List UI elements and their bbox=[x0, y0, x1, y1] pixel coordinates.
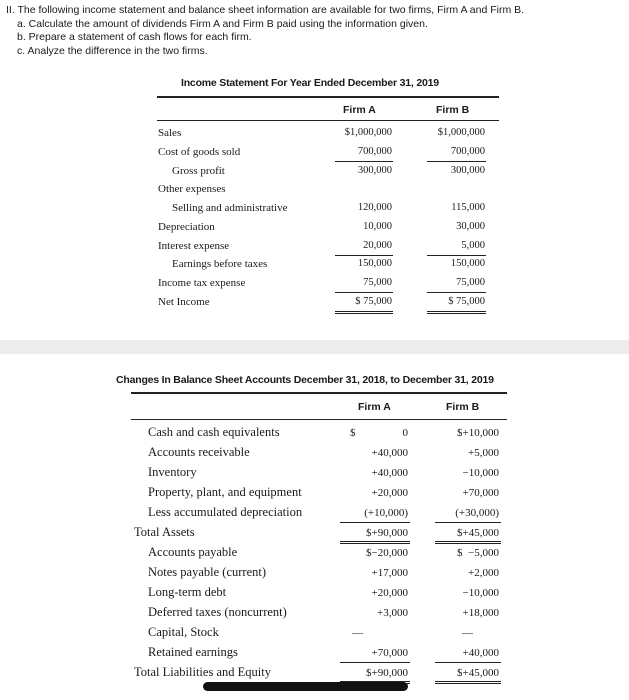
bs-b-capital: — bbox=[462, 627, 473, 639]
income-col-firm-b: Firm B bbox=[436, 104, 470, 116]
bs-label-deferred: Deferred taxes (noncurrent) bbox=[148, 605, 287, 619]
is-a-double-rule bbox=[335, 311, 393, 314]
is-b-gross-profit: 300,000 bbox=[450, 165, 485, 176]
is-label-depreciation: Depreciation bbox=[158, 221, 215, 233]
bs-a-payable: $−20,000 bbox=[366, 547, 408, 559]
balance-top-rule bbox=[131, 392, 507, 394]
bs-a-receivable: +40,000 bbox=[371, 447, 408, 459]
is-b-rule-1 bbox=[427, 161, 486, 162]
is-a-cogs: 700,000 bbox=[357, 146, 392, 157]
bs-a-total-assets: $+90,000 bbox=[366, 527, 408, 539]
bs-b-payable: $ −5,000 bbox=[457, 547, 499, 559]
bs-a-ppe: +20,000 bbox=[371, 487, 408, 499]
is-label-selling-admin: Selling and administrative bbox=[172, 202, 288, 214]
bs-label-total-le: Total Liabilities and Equity bbox=[134, 665, 271, 679]
bs-label-acc-depr: Less accumulated depreciation bbox=[148, 505, 303, 519]
is-b-cogs: 700,000 bbox=[450, 146, 485, 157]
is-b-depreciation: 30,000 bbox=[456, 221, 485, 232]
bs-a-ltd: +20,000 bbox=[371, 587, 408, 599]
bs-b-double-rule-1 bbox=[435, 541, 501, 544]
is-label-net-income: Net Income bbox=[158, 296, 210, 308]
balance-changes-title: Changes In Balance Sheet Accounts December 31, 2018, to December 31, 2019 bbox=[116, 374, 494, 386]
is-a-depreciation: 10,000 bbox=[363, 221, 392, 232]
is-b-interest: 5,000 bbox=[461, 240, 485, 251]
is-b-double-rule bbox=[427, 311, 486, 314]
bs-label-capital: Capital, Stock bbox=[148, 625, 219, 639]
bs-a-cash: 0 bbox=[402, 427, 408, 439]
bs-a-retained: +70,000 bbox=[371, 647, 408, 659]
is-a-rule-2 bbox=[335, 255, 393, 256]
bs-b-retained: +40,000 bbox=[462, 647, 499, 659]
is-a-selling-admin: 120,000 bbox=[357, 202, 392, 213]
bs-a-acc-depr: (+10,000) bbox=[364, 507, 408, 519]
is-a-sales: $1,000,000 bbox=[344, 127, 392, 138]
income-statement-title: Income Statement For Year Ended December 31, 2019 bbox=[181, 77, 439, 89]
is-a-net-income: $ 75,000 bbox=[355, 296, 392, 307]
is-a-tax: 75,000 bbox=[363, 277, 392, 288]
is-label-interest: Interest expense bbox=[158, 240, 230, 252]
question-part-b: b. Prepare a statement of cash flows for each firm. bbox=[17, 31, 252, 43]
question-part-a: a. Calculate the amount of dividends Firm A and Firm B paid using the information given. bbox=[17, 17, 428, 30]
is-b-rule-3 bbox=[427, 292, 486, 293]
bs-label-inventory: Inventory bbox=[148, 465, 197, 479]
bs-label-payable: Accounts payable bbox=[148, 545, 238, 559]
is-a-interest: 20,000 bbox=[363, 240, 392, 251]
is-b-net-income: $ 75,000 bbox=[448, 296, 485, 307]
bs-b-receivable: +5,000 bbox=[468, 447, 499, 459]
is-label-other-expenses: Other expenses bbox=[158, 183, 226, 195]
bs-a-deferred: +3,000 bbox=[377, 607, 408, 619]
bs-b-double-rule-2 bbox=[435, 681, 501, 684]
bs-b-notes: +2,000 bbox=[468, 567, 499, 579]
income-header-rule bbox=[157, 120, 499, 121]
income-top-rule bbox=[157, 96, 499, 98]
bs-a-inventory: +40,000 bbox=[371, 467, 408, 479]
bs-label-receivable: Accounts receivable bbox=[148, 445, 250, 459]
bs-a-rule-1 bbox=[340, 522, 410, 523]
bs-b-rule-2 bbox=[435, 662, 501, 663]
bs-label-ppe: Property, plant, and equipment bbox=[148, 485, 302, 499]
bs-label-retained: Retained earnings bbox=[148, 645, 238, 659]
question-part-c: c. Analyze the difference in the two firms. bbox=[17, 44, 208, 57]
is-label-ebt: Earnings before taxes bbox=[172, 258, 268, 270]
bs-a-notes: +17,000 bbox=[371, 567, 408, 579]
bs-a-cash-sign: $ bbox=[350, 427, 356, 439]
bs-label-cash: Cash and cash equivalents bbox=[148, 425, 280, 439]
bs-label-notes: Notes payable (current) bbox=[148, 565, 266, 579]
is-a-rule-3 bbox=[335, 292, 393, 293]
bs-b-acc-depr: (+30,000) bbox=[455, 507, 499, 519]
is-b-rule-2 bbox=[427, 255, 486, 256]
is-b-selling-admin: 115,000 bbox=[451, 202, 485, 213]
is-b-tax: 75,000 bbox=[456, 277, 485, 288]
redaction-scribble bbox=[203, 682, 408, 691]
bs-a-capital: — bbox=[352, 627, 363, 639]
bs-b-ppe: +70,000 bbox=[462, 487, 499, 499]
bs-b-rule-1 bbox=[435, 522, 501, 523]
income-col-firm-a: Firm A bbox=[343, 104, 376, 116]
is-a-rule-1 bbox=[335, 161, 393, 162]
is-b-ebt: 150,000 bbox=[450, 258, 485, 269]
bs-b-inventory: −10,000 bbox=[462, 467, 499, 479]
balance-header-rule bbox=[131, 419, 507, 420]
bs-label-ltd: Long-term debt bbox=[148, 585, 227, 599]
question-text bbox=[6, 4, 524, 58]
section-divider bbox=[0, 340, 629, 354]
balance-col-firm-a: Firm A bbox=[358, 401, 391, 413]
bs-b-cash: $+10,000 bbox=[457, 427, 499, 439]
bs-b-total-assets: $+45,000 bbox=[457, 527, 499, 539]
is-label-tax: Income tax expense bbox=[158, 277, 246, 289]
is-label-cogs: Cost of goods sold bbox=[158, 146, 241, 158]
balance-col-firm-b: Firm B bbox=[446, 401, 480, 413]
question-heading: II. The following income statement and balance sheet information are available for two firms, Firm A and Firm B. bbox=[6, 4, 525, 16]
bs-b-total-le: $+45,000 bbox=[457, 667, 499, 679]
is-a-gross-profit: 300,000 bbox=[357, 165, 392, 176]
bs-a-rule-2 bbox=[340, 662, 410, 663]
is-label-gross-profit: Gross profit bbox=[172, 165, 225, 177]
is-b-sales: $1,000,000 bbox=[437, 127, 485, 138]
bs-a-total-le: $+90,000 bbox=[366, 667, 408, 679]
bs-b-ltd: −10,000 bbox=[462, 587, 499, 599]
is-a-ebt: 150,000 bbox=[357, 258, 392, 269]
bs-b-deferred: +18,000 bbox=[462, 607, 499, 619]
bs-label-total-assets: Total Assets bbox=[134, 525, 195, 539]
is-label-sales: Sales bbox=[158, 127, 182, 139]
bs-a-double-rule-1 bbox=[340, 541, 410, 544]
